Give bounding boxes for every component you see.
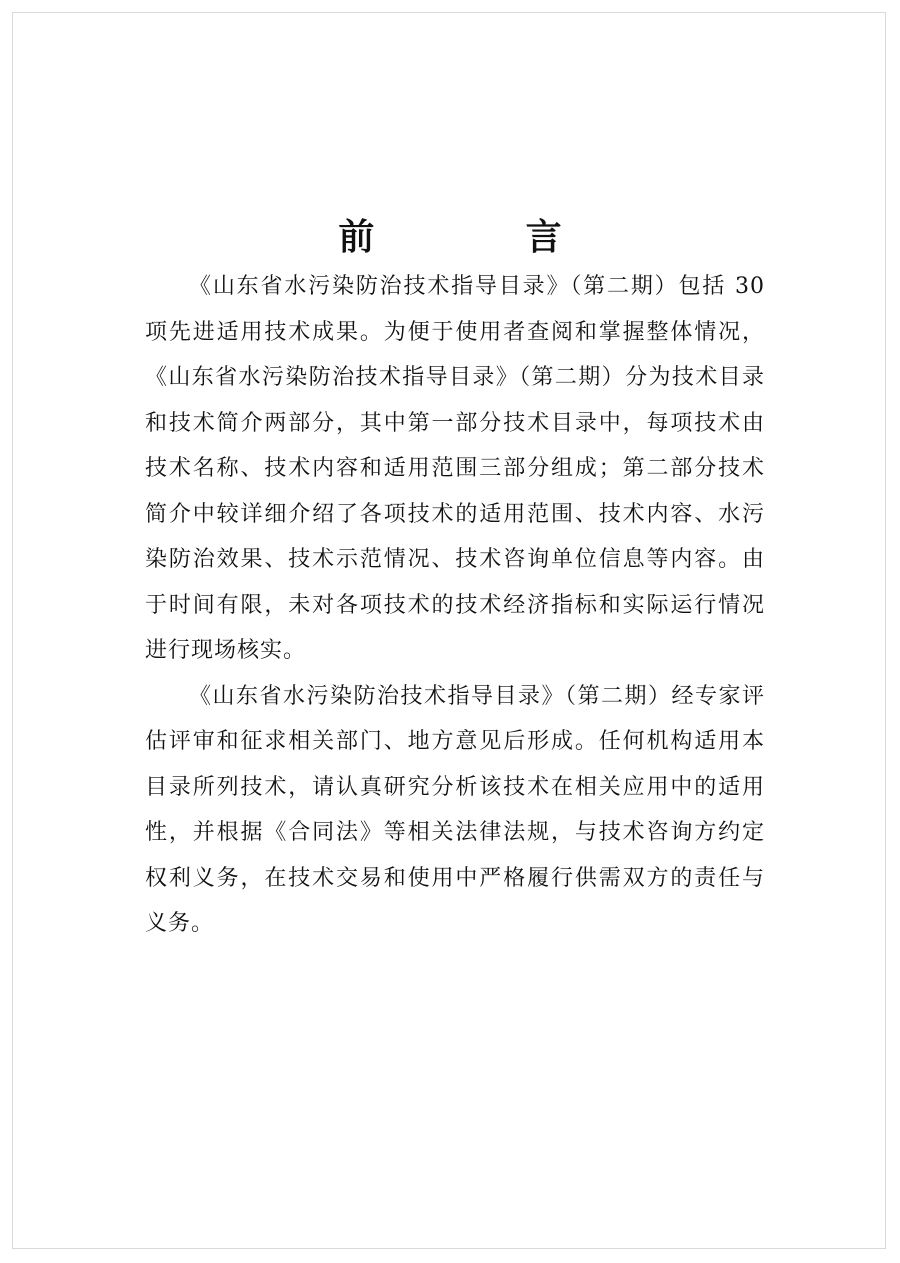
preface-body: [145, 264, 773, 947]
page-title: 前 言: [338, 217, 620, 259]
paragraph-2: 《山东省水污染防治技术指导目录》（第二期）经专家评估评审和征求相关部门、地方意见后形成。任何机构适用本目录所列技术，请认真研究分析该技术在相关应用中的适用性，并根据《合同法》等相关法律法规，与技术咨询方约定权利义务，在技术交易和使用中严格履行供需双方的责任与义务。: [145, 683, 765, 936]
paragraph-1: 《山东省水污染防治技术指导目录》（第二期）包括 30 项先进适用技术成果。为便于使用者查阅和掌握整体情况，《山东省水污染防治技术指导目录》（第二期）分为技术目录和技术简介两部分，其中第一部分技术目录中，每项技术由技术名称、技术内容和适用范围三部分组成；第二部分技术简介中较详细介绍了各项技术的适用范围、技术内容、水污染防治效果、技术示范情况、技术咨询单位信息等内容。由于时间有限，未对各项技术的技术经济指标和实际运行情况进行现场核实。: [145, 274, 773, 663]
